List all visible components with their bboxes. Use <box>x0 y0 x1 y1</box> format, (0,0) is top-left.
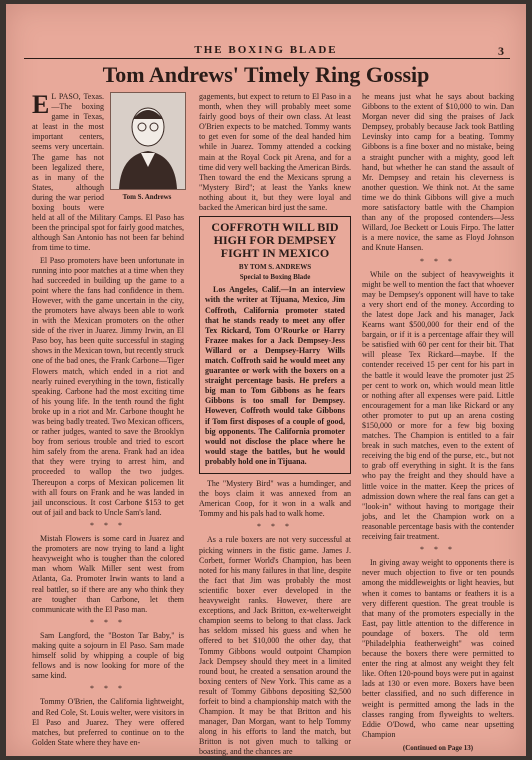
page-number: 3 <box>498 44 504 58</box>
box-special: Special to Boxing Blade <box>239 273 311 282</box>
paragraph: El Paso promoters have been unfortunate in running into poor matches at a time when they had succeeded in building up the game to a point where the fans had confidence in them. However, with the game uncertain in the city, the promoters have always been able to work in with the Mexican promoters on the other side of the river in Juarez. Jimmy Irwin, an El Paso boy, has been quite successful in staging shows in the Mexican town, but recently struck one of the bad ones, the Frank Carbone—Tiger Flowers match, which ended in a riot and nearly ruined everything in the town, fistically speaking. Carbone had the most exciting time of his young life. In the tenth round the fight broke up in a riot and Mr. Carbone thought he was being badly treated. Two Mexican officers, or rather judges, wanted to save the Brooklyn boy from serious trouble and tried to escort him safely from the arena. Frank had an idea that they were trying to arrest him, and proceeded to wallop the two judges. Thereupon a corps of Mexican policemen lit with all fours on Frank and he was landed in jail unconscious. It cost Carbone $153 to get out of jail and back to Uncle Sam's land. <box>32 255 184 517</box>
paragraph: Mistah Flowers is some card in Juarez and the promoters are now trying to land a light heavyweight who is tougher than the colored man whom Walk Miller sent west from Atlanta, Ga. Promoter Irwin wants to land a real battler, so if there are any who think they are tougher than Carbone, let them communicate with the El Paso man. <box>32 534 184 614</box>
article-title: Tom Andrews' Timely Ring Gossip <box>102 62 430 87</box>
portrait-photo <box>110 92 186 190</box>
paragraph: As a rule boxers are not very successful at picking winners in the fistic game. James J. Corbett, former World's Champion, has been noted for his many failures in that line, despite the fact that Jim was probably the most scientific boxer ever developed in the heavyweight ranks. However, there are exceptions, and Jack Britton, ex-welterweight champion seems to belong to that class. Jack has seldom missed his guess and when he offered to bet $10,000 the other day, that Tommy Gibbons would outpoint Champion Jack Dempsey should they meet in a limited round bout, he created a sensation around the boxing centers of New York. This came as a result of Tommy Gibbons depositing $2,500 forfeit to bind a championship match with the Champion. It may be that Britton and his manager, Dan Morgan, want to help Tommy along in his efforts to land the match, but Britton is not given much to talking or boasting, and the chances are <box>199 535 351 757</box>
running-header: THE BOXING BLADE <box>194 44 338 56</box>
box-byline: BY TOM S. ANDREWS <box>238 263 312 272</box>
box-text: Los Angeles, Calif.—In an interview with the writer at Tijuana, Mexico, Jim Coffroth, California promoter stated that he stands ready to meet any offer Tex Rickard, Tom O'Rourke or Harry Frazee makes for a Jack Dempsey-Jess Willard or a Dempsey-Harry Wills match. Coffroth said he would meet any guarantee or work with the boxers on a straight percentage basis. He prefers a big man to Tom Gibbons as he fears Gibbons is too small for Dempsey. However, Coffroth would take Gibbons if Tom first disposes of a couple of good, big opponents. The California promoter would not disclose the place where he would stage the battles, but he would probably hold one in Tijuana. <box>205 285 345 466</box>
magazine-page <box>6 4 526 756</box>
section-divider: * * * <box>420 256 456 266</box>
paragraph: E L PASO, Texas.—The boxing game in Texas, at least in the most important centers, seems very uncertain. The game has not been legalized there, as in many of the States, although during the war period boxing bouts were held at all of the Military Camps. El Paso has been the principal spot for fairly good matches, although San Antonio has not been far behind from time to time. <box>32 90 184 253</box>
section-divider: * * * <box>90 520 126 530</box>
paragraph: In giving away weight to opponents there is never much objection to five or ten pounds among the middleweights or light heavies, but when it comes to bantams or feathers it is a very different question. The great trouble is that many of the promoters especially in the East, pay little attention to the difference in poundage of boxers. The old term "Philadelphia featherweight" was coined because the boxers there were permitted to enter the ring at almost any weight they felt like. Often 120-pound boys were put in against lads at 130 or even more. Boxers have been better classified, and no such difference in weight is permitted among the lads in the classes ranging from flyweights to welters. Eddie O'Dowd, who came near upsetting Champion <box>362 558 514 739</box>
section-divider: * * * <box>257 522 293 532</box>
section-divider: * * * <box>420 545 456 555</box>
paragraph: The "Mystery Bird" was a humdinger, and the boys claim it was annexed from an American Coop, for it won in a walk and Tommy and his pals had to walk home. <box>199 479 351 519</box>
author-portrait <box>110 92 184 202</box>
continued-note: (Continued on Page 13) <box>402 743 474 752</box>
sidebar-box <box>199 216 351 474</box>
drop-cap: E <box>32 90 50 119</box>
column-1 <box>32 90 184 747</box>
paragraph: Tommy O'Brien, the California lightweight, and Red Cole, St. Louis welter, were visitors in El Paso and Juarez. They were offered matches, but preferred to continue on to the Golden State where they have en- <box>32 697 184 747</box>
column-2 <box>199 92 351 757</box>
paragraph: Sam Langford, the "Boston Tar Baby," is making quite a sojourn in El Paso. Sam made himself solid by whipping a couple of big fellows and is now looking for more of the same kind. <box>32 630 184 681</box>
box-headline: COFFROTH WILL BID HIGH FOR DEMPSEY FIGHT IN MEXICO <box>211 220 339 261</box>
column-3 <box>362 92 514 752</box>
paragraph: gagements, but expect to return to El Paso in a month, when they will probably meet some fairly good boys of their own class. At least O'Brien expects to be matched. Tommy wants to get even for some of the deal handed him while in Juarez. Tommy attended a cocking main at the Royal Cock pit Arena, and for a time did very well backing the American Birds. Then toward the end the Mexicans sprung a "Mystery Bird"; at least the Yanks knew nothing about it, but they were loyal and backed the American bird just the same. <box>199 92 351 213</box>
portrait-caption: Tom S. Andrews <box>122 193 172 201</box>
paragraph: he means just what he says about backing Gibbons to the extent of $10,000 to win. Dan Morgan never did sing the praises of Jack Dempsey, probably because Jack took Battling Levinsky into camp for a beating. Tommy Gibbons is a fine boxer and no mistake, being a straight puncher with a mighty, good left hand, but whether he can stand the assault of Mr. Dempsey and retain his cleverness is another question. We think not. At the same time we do think Gibbons will give a much more satisfactory battle with the Champion than any of the proposed contenders—Jess Willard, Joe Beckett or Louis Firpo. The latter is a mere novice, the same as Floyd Johnson and Knute Hansen. <box>362 92 514 253</box>
section-divider: * * * <box>90 684 126 694</box>
header-rule <box>24 58 510 59</box>
paragraph: While on the subject of heavyweights it might be well to mention the fact that whoever may be Dempsey's opponent will have to take a very short end of the money. According to the latest dope Jack and his manager, Jack Kearns want $500,000 for their end of the bargain, or if it is a percentage affair they will be satisfied with 60 per cent for their bit. That will please Tex Rickard—maybe. If the contender received 15 per cent for his part in the battle it would leave the promoter just 25 per cent to work on, which would mean little or nothing after all expenses were paid. Little encouragement for a man like Rickard or any other promoter to put up an arena costing $150,000 or more for a few big boxing matches. The Champion is entitled to a fair break in such matches, even to the extent of receiving the big end of the purse, etc., but not to grab off everything in sight. It is the fans who pay the freight and they should have a little voice in the matter. Keep the prices of admission down where the real fans can get a "look-in" without having to mortgage their jobs, and let the Champion work on a reasonable percentage basis with the contender receiving fair treatment. <box>362 269 514 542</box>
section-divider: * * * <box>90 617 126 627</box>
